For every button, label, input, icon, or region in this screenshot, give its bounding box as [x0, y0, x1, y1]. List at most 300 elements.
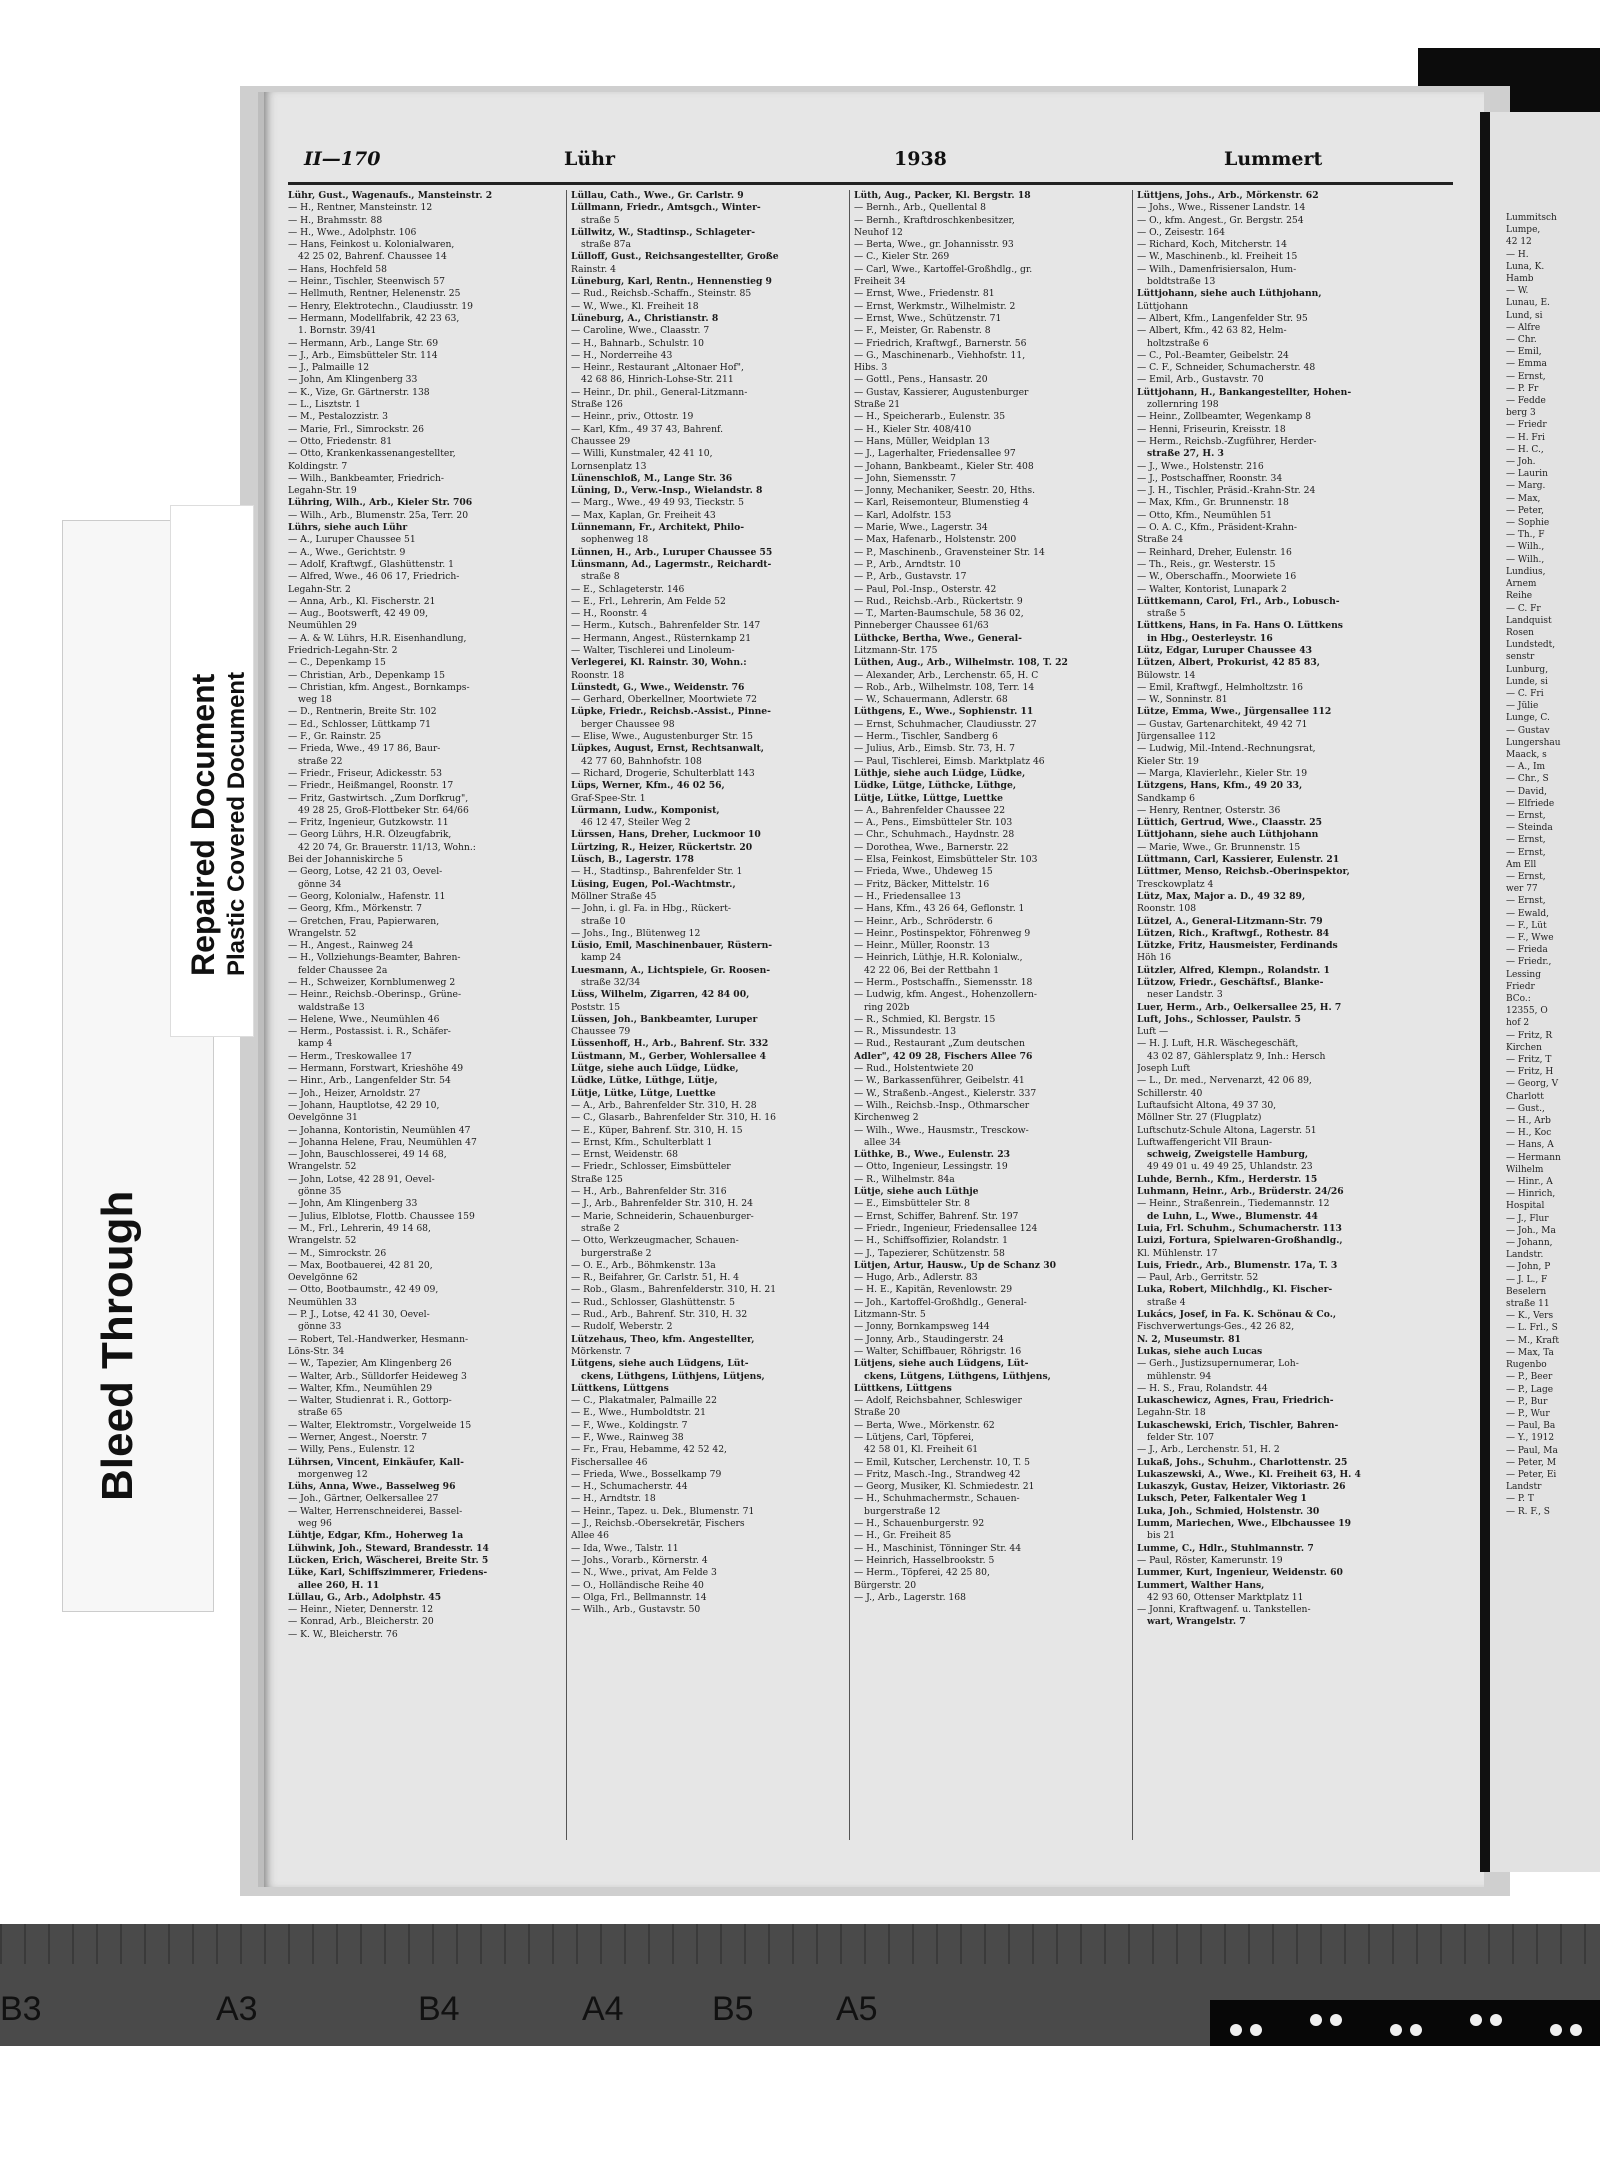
directory-entry: Legahn-Str. 2: [288, 583, 351, 595]
directory-entry: — G., Maschinenarb., Viehhofstr. 11,: [854, 349, 1026, 361]
directory-entry: — Hugo, Arb., Adlerstr. 83: [854, 1272, 978, 1284]
adjacent-entry: — Friedr: [1506, 420, 1547, 431]
directory-entry: — W., Sonninstr. 81: [1137, 694, 1228, 706]
directory-entry: — Joh., Gärtner, Oelkersallee 27: [288, 1493, 439, 1505]
directory-entry: Bülowstr. 14: [1137, 669, 1196, 681]
directory-entry: — Julius, Elblotse, Flottb. Chaussee 159: [288, 1210, 475, 1222]
directory-entry: Lüthen, Aug., Arb., Wilhelmstr. 108, T. 22: [854, 657, 1068, 669]
adjacent-entry: — Steinda: [1506, 823, 1553, 834]
directory-entry: — Max, Kfm., Gr. Brunnenstr. 18: [1137, 497, 1289, 509]
directory-entry: — J., Arb., Lagerstr. 168: [854, 1591, 966, 1603]
directory-entry: burgerstraße 2: [581, 1247, 652, 1259]
adjacent-entry: — H., Koc: [1506, 1128, 1552, 1139]
directory-columns: [288, 190, 1453, 1840]
directory-entry: Lüneburg, Karl, Rentn., Hennenstieg 9: [571, 276, 772, 288]
directory-entry: Jürgensallee 112: [1137, 731, 1216, 743]
directory-entry: — O., Holländische Reihe 40: [571, 1579, 704, 1591]
directory-entry: 46 12 47, Steiler Weg 2: [581, 817, 691, 829]
directory-entry: Lürssen, Hans, Dreher, Luckmoor 10: [571, 829, 761, 841]
directory-entry: Straße 21: [854, 399, 901, 411]
directory-entry: Lukaszyk, Gustav, Heizer, Viktoriastr. 26: [1137, 1481, 1346, 1493]
directory-entry: straße 32/34: [581, 977, 641, 988]
directory-entry: Lütje, Lütke, Lütge, Luettke: [571, 1087, 716, 1099]
directory-entry: — Georg, Kolonialw., Hafenstr. 11: [288, 890, 446, 902]
directory-entry: Lüttjohann, siehe auch Lüthjohann: [1137, 829, 1319, 841]
directory-entry: — Jonny, Arb., Staudingerstr. 24: [854, 1333, 1004, 1345]
calibration-dot: [1230, 2024, 1242, 2036]
directory-entry: — Heinr., Arb., Schröderstr. 6: [854, 915, 993, 927]
directory-entry: 42 58 01, Kl. Freiheit 61: [864, 1444, 979, 1456]
directory-entry: — Gustav, Kassierer, Augustenburger: [854, 386, 1029, 398]
adjacent-entry: — Paul, Ma: [1506, 1445, 1558, 1456]
directory-entry: — Rob., Glasm., Bahrenfelderstr. 310, H. 21: [571, 1284, 777, 1296]
directory-entry: Lüttmer, Menso, Reichsb.-Oberinspektor,: [1137, 866, 1350, 878]
directory-entry: — E., Eimsbütteler Str. 8: [854, 1198, 971, 1210]
directory-entry: Oevelgönne 31: [288, 1112, 358, 1124]
directory-entry: — H., Kieler Str. 408/410: [854, 423, 972, 435]
directory-entry: 43 02 87, Gählersplatz 9, Inh.: Hersch: [1147, 1050, 1326, 1062]
directory-entry: Kirchenweg 2: [854, 1112, 919, 1124]
directory-entry: — Frieda, Wwe., Bosselkamp 79: [571, 1468, 722, 1480]
adjacent-entry: Lund, si: [1506, 310, 1543, 321]
directory-entry: — Hans, Kfm., 43 26 64, Geflonstr. 1: [854, 903, 1025, 915]
directory-entry: Lützow, Friedr., Geschäftsf., Blanke-: [1137, 977, 1324, 988]
directory-entry: Lukaszewski, A., Wwe., Kl. Freiheit 63, H. 4: [1137, 1468, 1361, 1480]
directory-entry: — Christian, kfm. Angest., Bornkamps-: [288, 681, 470, 693]
adjacent-entry: Lessing: [1506, 969, 1541, 980]
adjacent-entry: — Paul, Ba: [1506, 1421, 1556, 1432]
directory-entry: — Herm., Postschaffn., Siemensstr. 18: [854, 977, 1033, 988]
directory-entry: Lütge, siehe auch Lüdge, Lüdke,: [571, 1063, 739, 1075]
ruler-label: A4: [582, 1990, 624, 2028]
directory-entry: Lützen, Albert, Prokurist, 42 85 83,: [1137, 657, 1320, 669]
directory-entry: Lumm, Mariechen, Wwe., Elbchaussee 19: [1137, 1518, 1351, 1530]
directory-entry: Lücken, Erich, Wäscherei, Breite Str. 5: [288, 1554, 489, 1566]
directory-entry: Lünnen, H., Arb., Luruper Chaussee 55: [571, 546, 773, 558]
calibration-dot: [1570, 2024, 1582, 2036]
directory-entry: — H., Wwe., Adolphstr. 106: [288, 226, 417, 238]
adjacent-entry: — Emil,: [1506, 347, 1542, 358]
directory-entry: — Heinr., Müller, Roonstr. 13: [854, 940, 990, 952]
directory-entry: — L., Lisztstr. 1: [288, 399, 361, 411]
directory-entry: Legahn-Str. 19: [288, 485, 357, 497]
adjacent-entry: Charlott: [1506, 1091, 1544, 1102]
directory-entry: Löns-Str. 34: [288, 1345, 345, 1357]
directory-entry: — Emil, Arb., Gustavstr. 70: [1137, 374, 1264, 386]
directory-entry: — Rud., Restaurant „Zum deutschen: [854, 1038, 1025, 1050]
directory-entry: Lüth, Aug., Packer, Kl. Bergstr. 18: [854, 190, 1031, 201]
directory-entry: — C., Depenkamp 15: [288, 657, 386, 669]
directory-entry: Möllner Straße 45: [571, 890, 657, 902]
directory-entry: zollernring 198: [1147, 399, 1219, 411]
adjacent-entry: Lungershau: [1506, 737, 1561, 748]
directory-entry: Lüstmann, M., Gerber, Wohlersallee 4: [571, 1050, 767, 1062]
directory-entry: Roonstr. 108: [1137, 903, 1197, 915]
column-divider: [566, 190, 567, 1840]
directory-entry: — Bernh., Arb., Quellental 8: [854, 202, 986, 214]
header-rule: [288, 182, 1453, 185]
directory-entry: Lützke, Fritz, Hausmeister, Ferdinands: [1137, 940, 1338, 952]
directory-entry: gönne 34: [298, 878, 342, 890]
directory-entry: — Heinr., Nieter, Dennerstr. 12: [288, 1604, 434, 1616]
directory-entry: Lütz, Max, Major a. D., 49 32 89,: [1137, 890, 1306, 902]
directory-entry: Lüllmann, Friedr., Amtsgch., Winter-: [571, 202, 761, 214]
directory-entry: — Wilh., Arb., Blumenstr. 25a, Terr. 20: [288, 509, 469, 521]
directory-entry: — Max, Kaplan, Gr. Freiheit 43: [571, 509, 716, 521]
directory-entry: — H., Speicherarb., Eulenstr. 35: [854, 411, 1006, 423]
directory-entry: holtzstraße 6: [1147, 337, 1209, 349]
directory-entry: felder Str. 107: [1147, 1431, 1215, 1443]
directory-entry: — Hermann, Arb., Lange Str. 69: [288, 337, 439, 349]
adjacent-entry: — Friedr.,: [1506, 957, 1552, 968]
directory-entry: — Gerh., Justizsupernumerar, Loh-: [1137, 1358, 1299, 1370]
directory-entry: Luia, Frl. Schuhm., Schumacherstr. 113: [1137, 1222, 1342, 1234]
directory-entry: 49 28 25, Groß-Flottbeker Str. 64/66: [298, 804, 469, 816]
adjacent-entry: Wilhelm: [1506, 1164, 1544, 1175]
directory-entry: Graf-Spee-Str. 1: [571, 792, 646, 804]
adjacent-entry: — C. Fri: [1506, 688, 1544, 699]
directory-entry: Lützen, Rich., Kraftwgf., Rothestr. 84: [1137, 927, 1330, 939]
directory-entry: — Paul, Arb., Gerritstr. 52: [1137, 1272, 1259, 1284]
directory-entry: — K., Vize, Gr. Gärtnerstr. 138: [288, 386, 430, 398]
directory-entry: — W., Straßenb.-Angest., Kielerstr. 337: [854, 1087, 1037, 1099]
directory-entry: Chaussee 29: [571, 435, 631, 447]
directory-entry: — Julius, Arb., Eimsb. Str. 73, H. 7: [854, 743, 1015, 755]
directory-entry: morgenweg 12: [298, 1468, 368, 1480]
directory-entry: — Werner, Angest., Noerstr. 7: [288, 1431, 428, 1443]
directory-entry: 42 25 02, Bahrenf. Chaussee 14: [298, 251, 447, 263]
directory-entry: straße 5: [581, 214, 620, 226]
directory-entry: Luft, Johs., Schlosser, Paulstr. 5: [1137, 1013, 1301, 1025]
directory-entry: — Hellmuth, Rentner, Helenenstr. 25: [288, 288, 461, 300]
directory-entry: Neumühlen 29: [288, 620, 357, 632]
directory-entry: — J., Lagerhalter, Friedensallee 97: [854, 448, 1016, 460]
directory-entry: Lüttich, Gertrud, Wwe., Claasstr. 25: [1137, 817, 1323, 829]
directory-entry: — Heinrich, Hasselbrookstr. 5: [854, 1554, 995, 1566]
adjacent-entry: — Hans, A: [1506, 1140, 1554, 1151]
directory-entry: straße 65: [298, 1407, 343, 1419]
column-4: [1137, 190, 1437, 1840]
directory-entry: Möllner Str. 27 (Flugplatz): [1137, 1112, 1262, 1124]
directory-entry: — Otto, Krankenkassenangestellter,: [288, 448, 456, 460]
directory-entry: ring 202b: [864, 1001, 910, 1013]
directory-entry: — Johs., Wwe., Rissener Landstr. 14: [1137, 202, 1306, 214]
directory-entry: Lühr, Gust., Wagenaufs., Mansteinstr. 2: [288, 190, 493, 201]
directory-entry: straße 4: [1147, 1296, 1186, 1308]
directory-entry: Schillerstr. 40: [1137, 1087, 1203, 1099]
adjacent-entry: hof 2: [1506, 1018, 1530, 1029]
directory-entry: — R., Missundestr. 13: [854, 1026, 957, 1038]
directory-entry: — W., Barkassenführer, Geibelstr. 41: [854, 1075, 1025, 1087]
directory-entry: — J., Arb., Lerchenstr. 51, H. 2: [1137, 1444, 1280, 1456]
directory-entry: — Johann, Bankbeamt., Kieler Str. 408: [854, 460, 1034, 472]
directory-entry: Lukaß, Johs., Schuhm., Charlottenstr. 25: [1137, 1456, 1348, 1468]
directory-entry: — Fritz, Gastwirtsch. „Zum Dorfkrug",: [288, 792, 469, 804]
directory-entry: — Gerhard, Oberkellner, Moortwiete 72: [571, 694, 758, 706]
adjacent-entry: — F., Lüt: [1506, 920, 1547, 931]
adjacent-entry: — Fritz, H: [1506, 1067, 1554, 1078]
directory-entry: Fischverwertungs-Ges., 42 26 82,: [1137, 1321, 1295, 1333]
directory-entry: — Hans, Müller, Weidplan 13: [854, 435, 990, 447]
adjacent-entry: — Y., 1912: [1506, 1433, 1555, 1444]
directory-entry: Lühring, Wilh., Arb., Kieler Str. 706: [288, 497, 473, 509]
adjacent-entry: Beselern: [1506, 1286, 1547, 1297]
directory-entry: — A., Arb., Bahrenfelder Str. 310, H. 28: [571, 1099, 757, 1111]
directory-entry: Roonstr. 18: [571, 669, 625, 681]
directory-entry: — Henry, Elektrotechn., Claudiusstr. 19: [288, 300, 473, 312]
directory-entry: Lummert, Walther Hans,: [1137, 1579, 1265, 1591]
directory-entry: — J., Arb., Bahrenfelder Str. 310, H. 24: [571, 1198, 753, 1210]
directory-entry: — M., Simrockstr. 26: [288, 1247, 387, 1259]
calibration-dot: [1550, 2024, 1562, 2036]
header-first-name: Lühr: [564, 148, 615, 170]
directory-entry: — J., Reichsb.-Obersekretär, Fischers: [571, 1518, 745, 1530]
directory-entry: de Luhn, L., Wwe., Blumenstr. 44: [1147, 1210, 1318, 1222]
directory-entry: Lüke, Karl, Schiffszimmerer, Friedens-: [288, 1567, 488, 1579]
adjacent-entry: — Laurin: [1506, 469, 1548, 480]
directory-entry: Neuhof 12: [854, 226, 903, 238]
directory-entry: Lülloff, Gust., Reichsangestellter, Große: [571, 251, 779, 263]
directory-entry: mühlenstr. 94: [1147, 1370, 1212, 1382]
directory-entry: — L., Dr. med., Nervenarzt, 42 06 89,: [1137, 1075, 1312, 1087]
directory-entry: — H. S., Frau, Rolandstr. 44: [1137, 1382, 1268, 1394]
adjacent-entry: — Ernst,: [1506, 896, 1546, 907]
directory-entry: — R., Schmied, Kl. Bergstr. 15: [854, 1013, 996, 1025]
directory-entry: — Walter, Tischlerei und Linoleum-: [571, 644, 735, 656]
directory-entry: boldtstraße 13: [1147, 276, 1216, 288]
directory-entry: — John, Siemensstr. 7: [854, 472, 956, 484]
directory-entry: — H. E., Kapitän, Revenlowstr. 29: [854, 1284, 1013, 1296]
directory-entry: Lüthgens, E., Wwe., Sophienstr. 11: [854, 706, 1034, 718]
directory-entry: — H., Stadtinsp., Bahrenfelder Str. 1: [571, 866, 743, 878]
directory-entry: Lüthke, B., Wwe., Eulenstr. 23: [854, 1149, 1010, 1161]
directory-entry: 42 77 60, Bahnhofstr. 108: [581, 755, 702, 767]
directory-entry: Lühs, Anna, Wwe., Basselweg 96: [288, 1481, 456, 1493]
directory-entry: — P., Maschinenb., Gravensteiner Str. 14: [854, 546, 1045, 558]
directory-entry: — Caroline, Wwe., Claasstr. 7: [571, 325, 710, 337]
directory-entry: — Rud., Reichsb.-Schaffn., Steinstr. 85: [571, 288, 752, 300]
adjacent-entry: — Ernst,: [1506, 871, 1546, 882]
adjacent-entry: — P. Fr: [1506, 383, 1539, 394]
directory-entry: — Th., Reis., gr. Westerstr. 15: [1137, 558, 1276, 570]
directory-entry: — Johs., Vorarb., Körnerstr. 4: [571, 1554, 708, 1566]
directory-entry: — P. J., Lotse, 42 41 30, Oevel-: [288, 1309, 430, 1321]
adjacent-entry: — Joh., Ma: [1506, 1225, 1556, 1236]
directory-entry: Bürgerstr. 20: [854, 1579, 917, 1591]
directory-entry: — Friedr., Ingenieur, Friedensallee 124: [854, 1222, 1038, 1234]
directory-entry: — J., Arb., Eimsbütteler Str. 114: [288, 349, 438, 361]
adjacent-entry: — Georg, V: [1506, 1079, 1559, 1090]
directory-entry: straße 5: [1147, 608, 1186, 620]
directory-entry: Lützel, A., General-Litzmann-Str. 79: [1137, 915, 1323, 927]
directory-entry: — O. E., Arb., Böhmkenstr. 13a: [571, 1259, 716, 1271]
adjacent-entry: — Peter,: [1506, 505, 1544, 516]
directory-page: [258, 92, 1484, 1887]
directory-entry: Lütje, siehe auch Lüthje: [854, 1186, 979, 1198]
header-year: 1938: [894, 148, 947, 170]
directory-entry: — Willi, Kunstmaler, 42 41 10,: [571, 448, 713, 460]
directory-entry: — Olga, Frl., Bellmannstr. 14: [571, 1591, 707, 1603]
directory-entry: — H., Maschinist, Tönninger Str. 44: [854, 1542, 1022, 1554]
directory-entry: — Hans, Feinkost u. Kolonialwaren,: [288, 239, 455, 251]
directory-entry: Luhde, Bernh., Kfm., Herderstr. 15: [1137, 1173, 1318, 1185]
directory-entry: 49 49 01 u. 49 49 25, Uhlandstr. 23: [1147, 1161, 1313, 1173]
directory-entry: 1. Bornstr. 39/41: [298, 325, 377, 337]
directory-entry: — Rudolf, Weberstr. 2: [571, 1321, 673, 1333]
directory-entry: — E., Wwe., Humboldtstr. 21: [571, 1407, 706, 1419]
adjacent-entry: — Fedde: [1506, 396, 1546, 407]
directory-entry: Lünenschloß, M., Lange Str. 36: [571, 472, 733, 484]
directory-entry: Lukaschewski, Erich, Tischler, Bahren-: [1137, 1419, 1339, 1431]
directory-entry: — Hermann, Angest., Rüsternkamp 21: [571, 632, 752, 644]
directory-entry: Poststr. 15: [571, 1001, 621, 1013]
directory-entry: — Friedr., Schlosser, Eimsbütteler: [571, 1161, 731, 1173]
directory-entry: Chaussee 79: [571, 1026, 631, 1038]
adjacent-entry: Rosen: [1506, 627, 1534, 638]
directory-entry: — D., Rentnerin, Breite Str. 102: [288, 706, 437, 718]
directory-entry: — H., Vollziehungs-Beamter, Bahren-: [288, 952, 461, 964]
directory-entry: — Bernh., Kraftdroschkenbesitzer,: [854, 214, 1015, 226]
directory-entry: Luesmann, A., Lichtspiele, Gr. Roosen-: [571, 964, 771, 976]
directory-entry: — R., Wilhelmstr. 84a: [854, 1173, 955, 1185]
directory-entry: — H., Schweizer, Kornblumenweg 2: [288, 977, 456, 988]
directory-entry: Lütjens, siehe auch Lüdgens, Lüt-: [854, 1358, 1029, 1370]
directory-entry: — Walter, Herrenschneiderei, Bassel-: [288, 1505, 463, 1517]
directory-entry: Lürmann, Ludw., Komponist,: [571, 804, 720, 816]
ruler-label: B5: [712, 1990, 754, 2028]
directory-entry: — H., Arb., Bahrenfelder Str. 316: [571, 1186, 727, 1198]
directory-entry: — Karl, Reisemonteur, Blumenstieg 4: [854, 497, 1029, 509]
directory-entry: Lüttmann, Carl, Kassierer, Eulenstr. 21: [1137, 854, 1340, 866]
page-number: II—170: [304, 148, 381, 170]
adjacent-entry: — Wilh.,: [1506, 554, 1545, 565]
directory-entry: — Johs., Ing., Blütenweg 12: [571, 927, 701, 939]
adjacent-entry: Maack, s: [1506, 749, 1547, 760]
directory-entry: 42 93 60, Ottenser Marktplatz 11: [1147, 1591, 1304, 1603]
directory-entry: — Wilh., Reichsb.-Insp., Othmarscher: [854, 1099, 1030, 1111]
directory-entry: kamp 4: [298, 1038, 333, 1050]
directory-entry: — Gretchen, Frau, Papierwaren,: [288, 915, 440, 927]
directory-entry: — Heinr., priv., Ottostr. 19: [571, 411, 694, 423]
directory-entry: — Albert, Kfm., Langenfelder Str. 95: [1137, 312, 1308, 324]
directory-entry: Luer, Herm., Arb., Oelkersallee 25, H. 7: [1137, 1001, 1342, 1013]
directory-entry: — Ernst, Schuhmacher, Claudiusstr. 27: [854, 718, 1037, 730]
directory-entry: — Rud., Arb., Bahrenf. Str. 310, H. 32: [571, 1309, 748, 1321]
directory-entry: — Georg, Kfm., Mörkenstr. 7: [288, 903, 422, 915]
directory-entry: — Hermann, Forstwart, Krieshöhe 49: [288, 1063, 464, 1075]
directory-entry: Lütje, Lütke, Lüttge, Luettke: [854, 792, 1003, 804]
adjacent-entry: — Th., F: [1506, 530, 1545, 541]
directory-entry: Lüttkemann, Carol, Frl., Arb., Lobusch-: [1137, 595, 1340, 607]
directory-entry: Litzmann-Str. 175: [854, 644, 938, 656]
directory-entry: — C. F., Schneider, Schumacherstr. 48: [1137, 362, 1316, 374]
directory-entry: — Rud., Holstentwiete 20: [854, 1063, 974, 1075]
directory-entry: Lüps, Werner, Kfm., 46 02 56,: [571, 780, 725, 792]
directory-entry: — E., Frl., Lehrerin, Am Felde 52: [571, 595, 726, 607]
adjacent-entry: BCo.:: [1506, 994, 1531, 1004]
directory-entry: straße 8: [581, 571, 620, 583]
directory-entry: — Heinr., Tapez. u. Dek., Blumenstr. 71: [571, 1505, 755, 1517]
directory-entry: — Johann, Hauptlotse, 42 29 10,: [288, 1099, 440, 1111]
directory-entry: — Berta, Wwe., Mörkenstr. 62: [854, 1419, 995, 1431]
directory-entry: — O., kfm. Angest., Gr. Bergstr. 254: [1137, 214, 1304, 226]
adjacent-entry: — P., Beer: [1506, 1372, 1553, 1383]
directory-entry: — Reinhard, Dreher, Eulenstr. 16: [1137, 546, 1292, 558]
directory-entry: — C., Pol.-Beamter, Geibelstr. 24: [1137, 349, 1289, 361]
directory-entry: Lornsenplatz 13: [571, 460, 647, 472]
directory-entry: — Gustav, Gartenarchitekt, 49 42 71: [1137, 718, 1308, 730]
directory-entry: — Paul, Tischlerei, Eimsb. Marktplatz 46: [854, 755, 1045, 767]
adjacent-entry: — R. F., S: [1506, 1506, 1550, 1517]
directory-entry: — Otto, Friedenstr. 81: [288, 435, 393, 447]
adjacent-entry: — P., Bur: [1506, 1396, 1548, 1407]
directory-entry: — John, Lotse, 42 28 91, Oevel-: [288, 1173, 435, 1185]
directory-entry: — Ernst, Wwe., Friedenstr. 81: [854, 288, 995, 300]
directory-entry: — Herm., Kutsch., Bahrenfelder Str. 147: [571, 620, 761, 632]
directory-entry: wart, Wrangelstr. 7: [1147, 1616, 1246, 1628]
directory-entry: — Karl, Adolfstr. 153: [854, 509, 952, 521]
adjacent-entry: — Ernst,: [1506, 371, 1546, 382]
directory-entry: Lüllwitz, W., Stadtinsp., Schlageter-: [571, 226, 756, 238]
directory-entry: — J., Wwe., Holstenstr. 216: [1137, 460, 1264, 472]
adjacent-entry: — Chr., S: [1506, 774, 1549, 785]
directory-entry: Adler", 42 09 28, Fischers Allee 76: [854, 1050, 1033, 1062]
directory-entry: — Otto, Werkzeugmacher, Schauen-: [571, 1235, 739, 1247]
adjacent-entry: — Peter, M: [1506, 1457, 1557, 1468]
adjacent-entry: — Johann,: [1506, 1238, 1553, 1249]
directory-entry: 42 20 74, Gr. Brauerstr. 11/13, Wohn.:: [298, 841, 476, 853]
directory-entry: Lütz, Edgar, Luruper Chaussee 43: [1137, 644, 1312, 656]
directory-entry: — John, Bauschlosserei, 49 14 68,: [288, 1149, 447, 1161]
directory-entry: ckens, Lütgens, Lüthgens, Lüthjens,: [864, 1370, 1051, 1382]
directory-entry: Fischersallee 46: [571, 1456, 648, 1468]
directory-entry: Lützler, Alfred, Klempn., Rolandstr. 1: [1137, 964, 1330, 976]
adjacent-page: [1480, 112, 1600, 1872]
directory-entry: — Ernst, Weidenstr. 68: [571, 1149, 678, 1161]
directory-entry: — Friedr., Friseur, Adickesstr. 53: [288, 767, 442, 779]
directory-entry: — H., Rentner, Mansteinstr. 12: [288, 202, 433, 214]
directory-entry: — Emil, Kutscher, Lerchenstr. 10, T. 5: [854, 1456, 1030, 1468]
directory-entry: sophenweg 18: [581, 534, 649, 546]
directory-entry: — Ernst, Schiffer, Bahrenf. Str. 197: [854, 1210, 1019, 1222]
adjacent-entry: straße 11: [1506, 1299, 1550, 1310]
adjacent-entry: — Max, Ta: [1506, 1347, 1554, 1358]
adjacent-entry: — Frieda: [1506, 945, 1548, 956]
directory-entry: — Hinr., Arb., Langenfelder Str. 54: [288, 1075, 451, 1087]
directory-entry: Lühwink, Joh., Steward, Brandesstr. 14: [288, 1542, 489, 1554]
directory-entry: Lüttkens, Lüttgens: [571, 1382, 669, 1394]
adjacent-entry: Lundius,: [1506, 566, 1546, 577]
directory-entry: Wrangelstr. 52: [288, 1235, 357, 1247]
adjacent-entry: — Ernst,: [1506, 835, 1546, 846]
directory-entry: — C., Glasarb., Bahrenfelder Str. 310, H. 16: [571, 1112, 776, 1124]
directory-entry: — C., Plakatmaler, Palmaille 22: [571, 1395, 717, 1407]
directory-entry: kamp 24: [581, 952, 622, 964]
directory-entry: Lütjen, Artur, Hausw., Up de Schanz 30: [854, 1259, 1057, 1271]
directory-entry: Luftwaffengericht VII Braun-: [1137, 1136, 1273, 1148]
directory-entry: — Heinr., Tischler, Steenwisch 57: [288, 276, 445, 288]
directory-entry: ckens, Lüthgens, Lüthjens, Lütjens,: [581, 1370, 765, 1382]
column-divider: [1132, 190, 1133, 1840]
directory-entry: — Helene, Wwe., Neumühlen 46: [288, 1013, 440, 1025]
adjacent-entry: Landstr: [1506, 1482, 1542, 1493]
directory-entry: Straße 24: [1137, 534, 1184, 546]
directory-entry: — Aug., Bootswerft, 42 49 09,: [288, 608, 428, 620]
adjacent-entry: — Marg.: [1506, 481, 1546, 492]
directory-entry: — Otto, Ingenieur, Lessingstr. 19: [854, 1161, 1008, 1173]
directory-entry: — Paul, Pol.-Insp., Osterstr. 42: [854, 583, 997, 595]
directory-entry: — Otto, Bootbaumstr., 42 49 09,: [288, 1284, 439, 1296]
